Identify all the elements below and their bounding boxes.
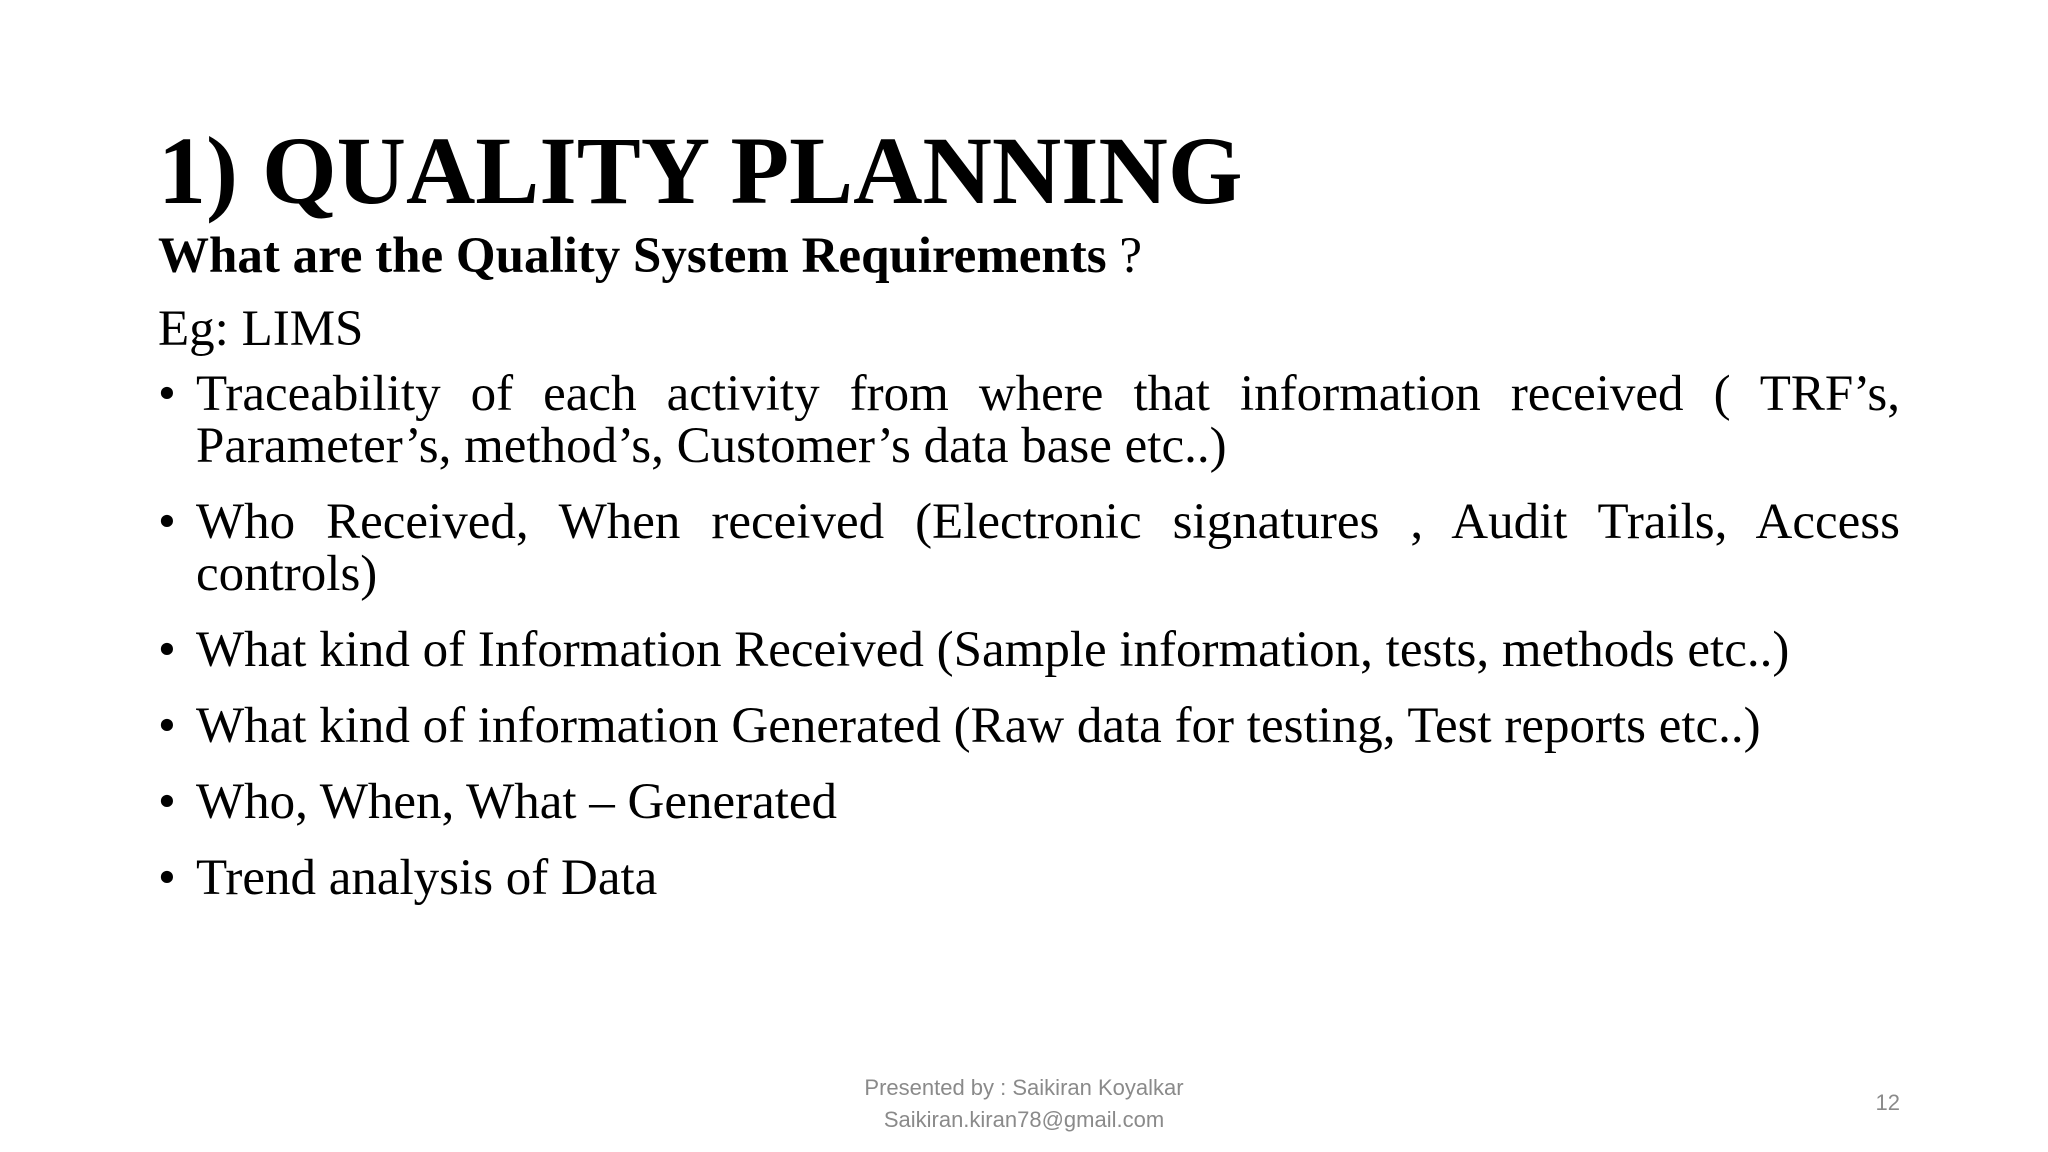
- bullet-dot: •: [158, 774, 176, 831]
- bullet-text: Traceability of each activity from where that information received ( TRF’s, Parameter’s, method’s, Customer’s data base etc..): [196, 366, 1900, 475]
- bullet-dot: •: [158, 494, 176, 551]
- bullet-text: What kind of information Generated (Raw data for testing, Test reports etc..): [196, 698, 1761, 755]
- bullet-item: [158, 622, 1900, 679]
- subtitle-question-mark: ?: [1106, 228, 1143, 284]
- slide-content: [158, 226, 1900, 929]
- subtitle-question: What are the Quality System Requirements: [158, 228, 1107, 284]
- bullet-text: What kind of Information Received (Sample information, tests, methods etc..): [196, 622, 1790, 679]
- bullet-dot: •: [158, 366, 176, 423]
- bullet-text: Who, When, What – Generated: [196, 774, 838, 831]
- bullet-item: [158, 366, 1900, 475]
- bullet-item: [158, 494, 1900, 603]
- bullet-dot: •: [158, 698, 176, 755]
- bullet-dot: •: [158, 850, 176, 907]
- slide-title: 1) QUALITY PLANNING: [158, 117, 1243, 224]
- bullet-item: [158, 774, 1900, 831]
- bullet-list: [158, 366, 1900, 907]
- example-line: Eg: LIMS: [158, 301, 364, 358]
- footer-presenter: Presented by : Saikiran Koyalkar: [864, 1075, 1184, 1100]
- footer-email: Saikiran.kiran78@gmail.com: [883, 1106, 1165, 1132]
- bullet-text: Who Received, When received (Electronic signatures , Audit Trails, Access controls): [196, 494, 1900, 603]
- page-number: 12: [1875, 1090, 1900, 1115]
- footer: [0, 1072, 2048, 1136]
- bullet-dot: •: [158, 622, 176, 679]
- subtitle: [158, 226, 1900, 287]
- bullet-text: Trend analysis of Data: [196, 850, 658, 907]
- bullet-item: [158, 850, 1900, 907]
- bullet-item: [158, 698, 1900, 755]
